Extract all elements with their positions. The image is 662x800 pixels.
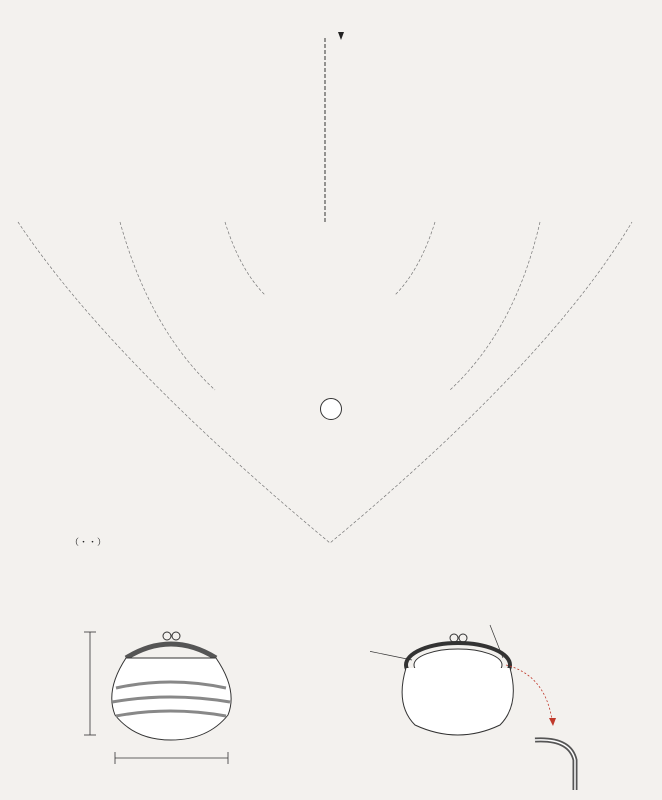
guide-lines	[18, 222, 632, 543]
purse-finished-drawing	[80, 620, 260, 770]
legend: （・・）	[70, 538, 107, 548]
center-ring	[320, 398, 342, 420]
assembly-drawing	[370, 620, 620, 800]
start-arrow-icon	[338, 32, 344, 40]
